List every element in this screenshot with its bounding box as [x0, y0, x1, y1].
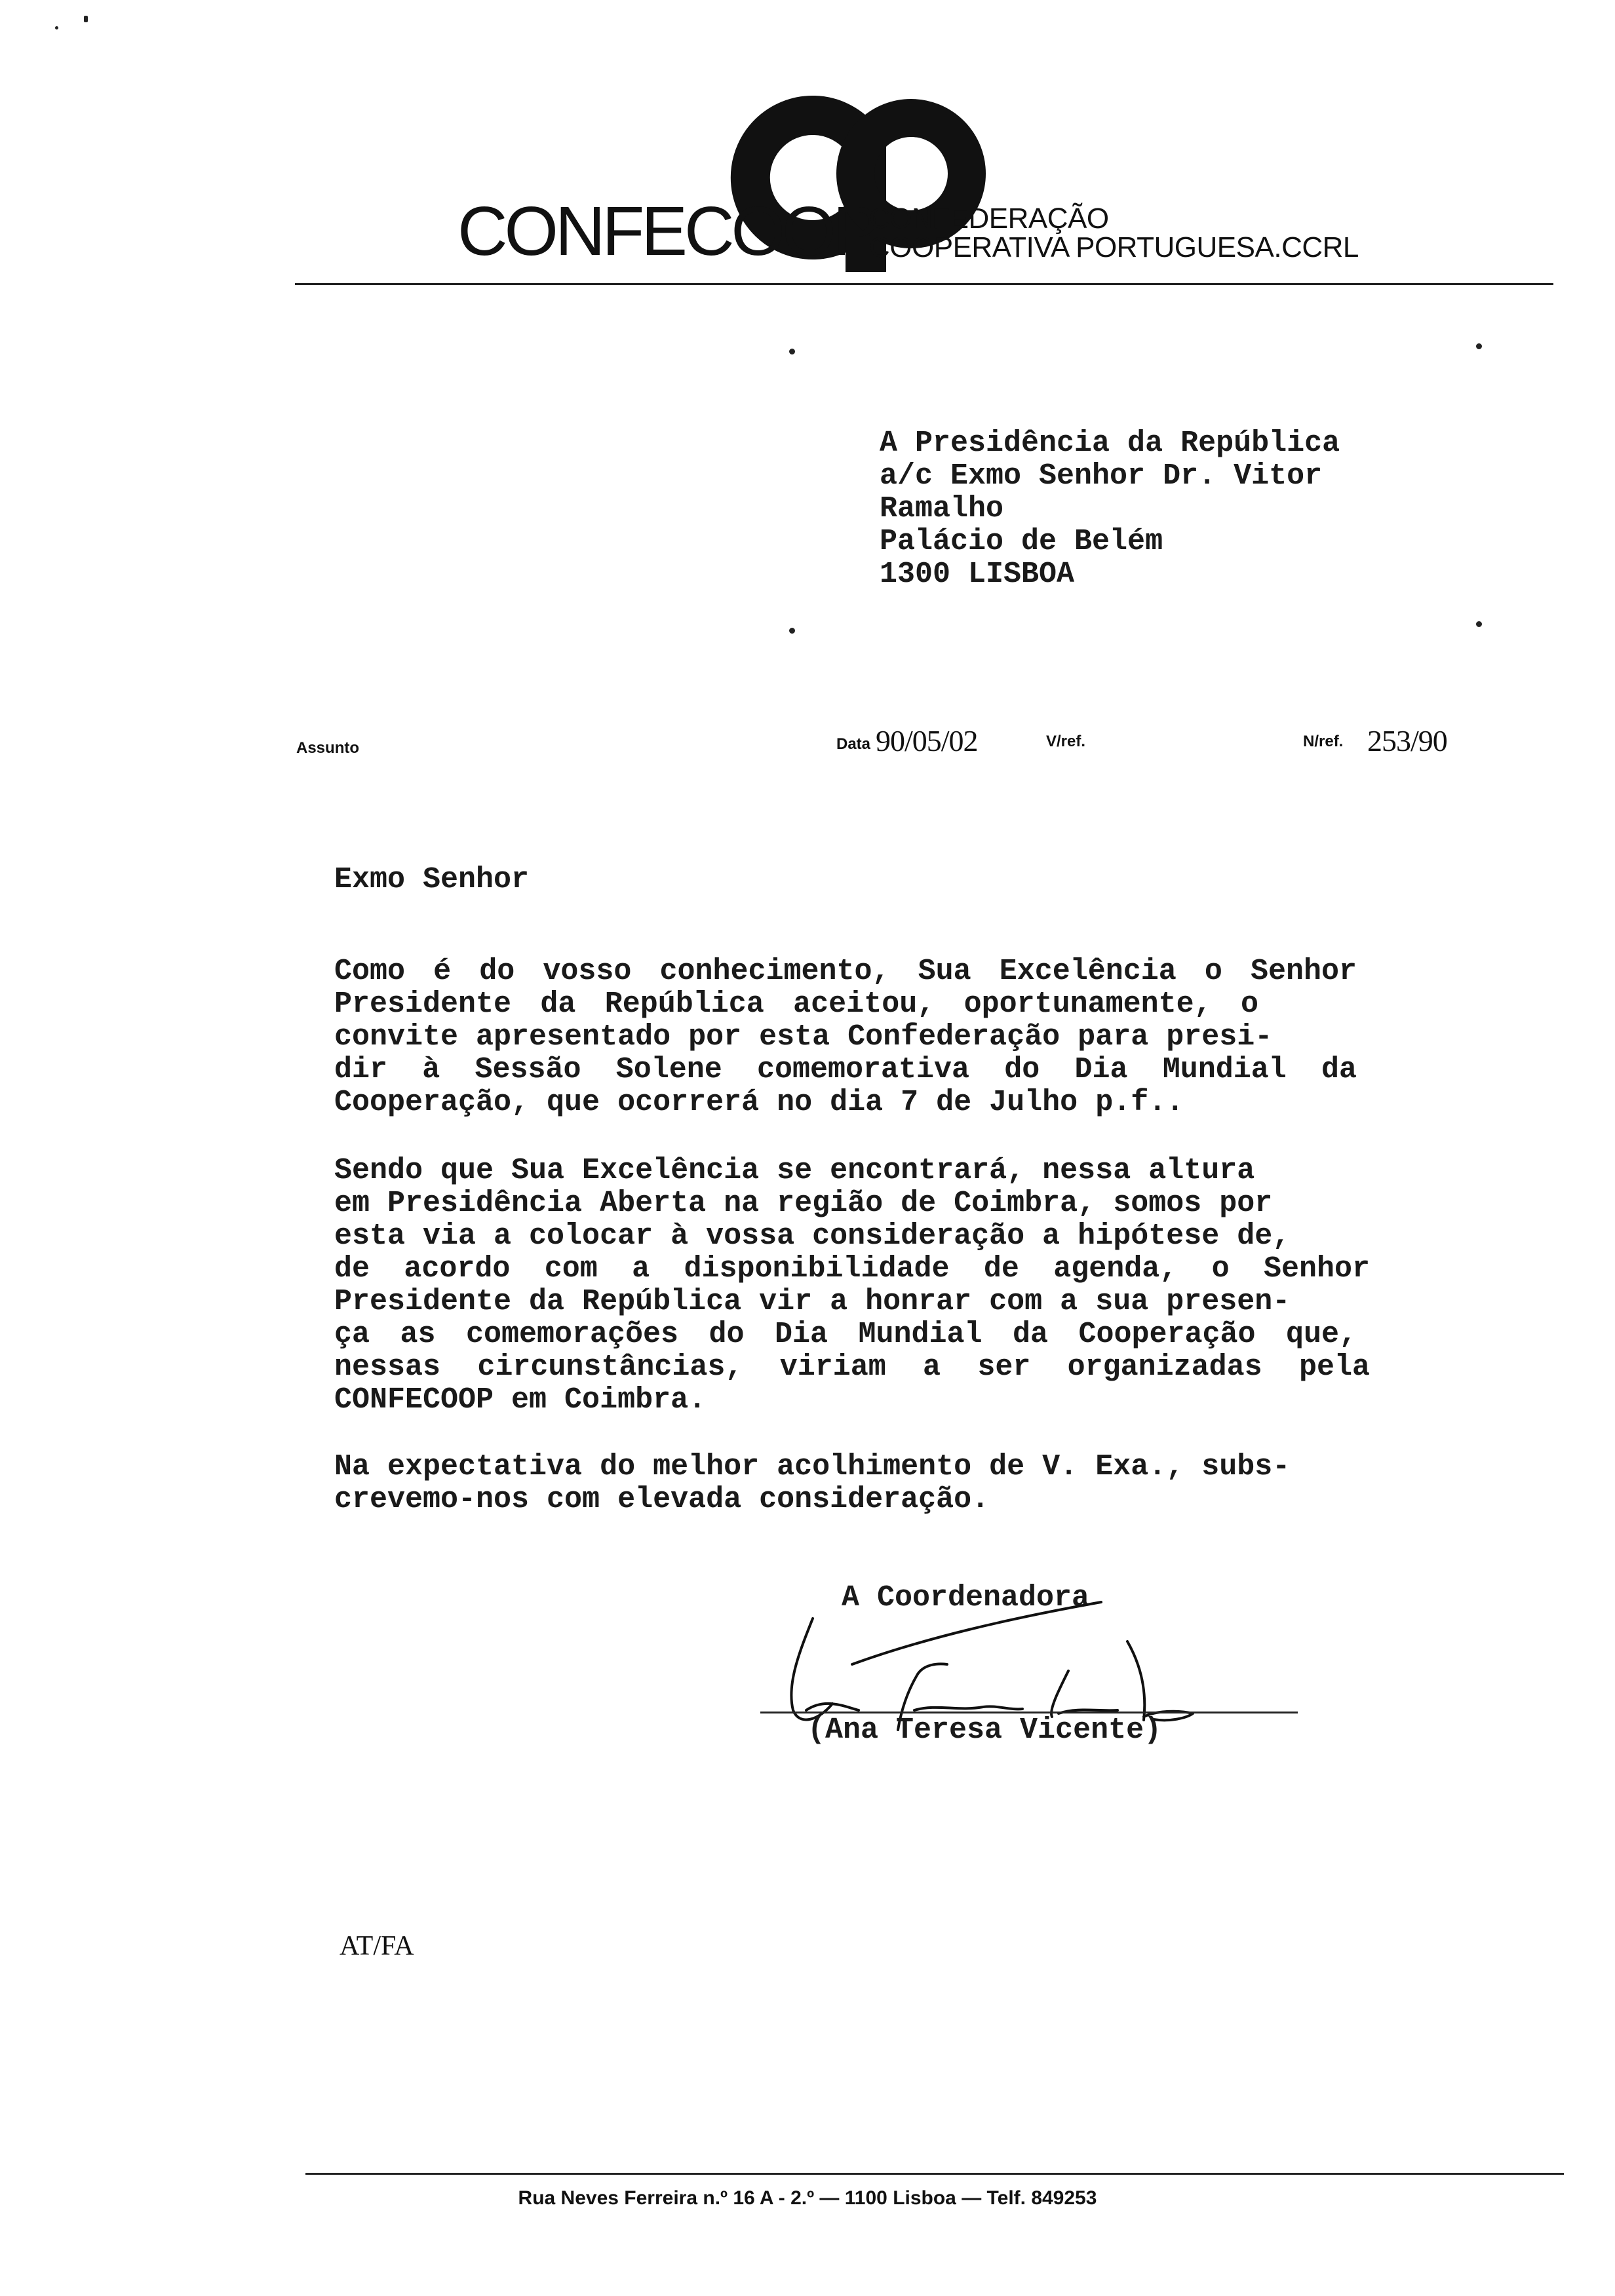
body-line: em Presidência Aberta na região de Coimbra, somos por — [334, 1187, 1273, 1220]
body-line: Sendo que Sua Excelência se encontrará, nessa altura — [334, 1154, 1255, 1187]
subject-label: Assunto — [296, 739, 359, 757]
recipient-line: Ramalho — [880, 492, 1004, 526]
typist-initials: AT/FA — [340, 1931, 414, 1961]
our-ref-value: 253/90 — [1367, 724, 1447, 757]
body-line: dir à Sessão Solene comemorativa do Dia Mundial da — [334, 1053, 1357, 1086]
body-line: Como é do vosso conhecimento, Sua Excelência o Senhor — [334, 955, 1357, 988]
body-line: ça as comemorações do Dia Mundial da Cooperação que, — [334, 1318, 1357, 1351]
body-line: nessas circunstâncias, viriam a ser organizadas pela — [334, 1350, 1370, 1384]
recipient-line: a/c Exmo Senhor Dr. Vitor — [880, 459, 1323, 493]
date-label: Data — [836, 735, 871, 753]
window-mark — [1476, 621, 1482, 627]
body-line: esta via a colocar à vossa consideração a hipótese de, — [334, 1219, 1291, 1253]
recipient-line: A Presidência da República — [880, 427, 1340, 460]
body-line: Presidente da República aceitou, oportunamente, o — [334, 987, 1258, 1021]
body-line: convite apresentado por esta Confederação para presi- — [334, 1020, 1273, 1054]
recipient-line: 1300 LISBOA — [880, 558, 1075, 591]
body-line: Na expectativa do melhor acolhimento de V. Exa., subs- — [334, 1450, 1291, 1483]
your-ref-label: V/ref. — [1046, 733, 1086, 750]
window-mark — [789, 349, 795, 354]
salutation: Exmo Senhor — [334, 863, 530, 896]
letterhead-subtitle-line2: COOPERATIVA PORTUGUESA.CCRL — [869, 231, 1359, 263]
closing-title: A Coordenadora — [842, 1581, 1090, 1615]
header-divider — [295, 283, 1553, 285]
body-line: crevemo-nos com elevada consideração. — [334, 1483, 990, 1516]
scan-mark — [84, 16, 88, 22]
scan-mark — [55, 26, 58, 29]
footer-address: Rua Neves Ferreira n.º 16 A - 2.º — 1100 Lisboa — Telf. 849253 — [518, 2187, 1097, 2209]
date-value: 90/05/02 — [876, 724, 978, 757]
window-mark — [1476, 343, 1482, 349]
body-line: CONFECOOP em Coimbra. — [334, 1383, 707, 1417]
body-line: Cooperação, que ocorrerá no dia 7 de Julho p.f.. — [334, 1086, 1184, 1119]
body-line: Presidente da República vir a honrar com a sua presen- — [334, 1285, 1291, 1318]
window-mark — [789, 628, 795, 634]
body-line: de acordo com a disponibilidade de agenda, o Senhor — [334, 1252, 1370, 1286]
letterhead-subtitle-line1: CONFEDERAÇÃO — [869, 202, 1109, 235]
recipient-line: Palácio de Belém — [880, 525, 1163, 558]
signatory-name: (Ana Teresa Vicente) — [808, 1713, 1162, 1747]
our-ref-label: N/ref. — [1303, 733, 1344, 750]
footer-divider — [305, 2173, 1564, 2175]
brand-name: CONFECOOP — [457, 193, 876, 270]
